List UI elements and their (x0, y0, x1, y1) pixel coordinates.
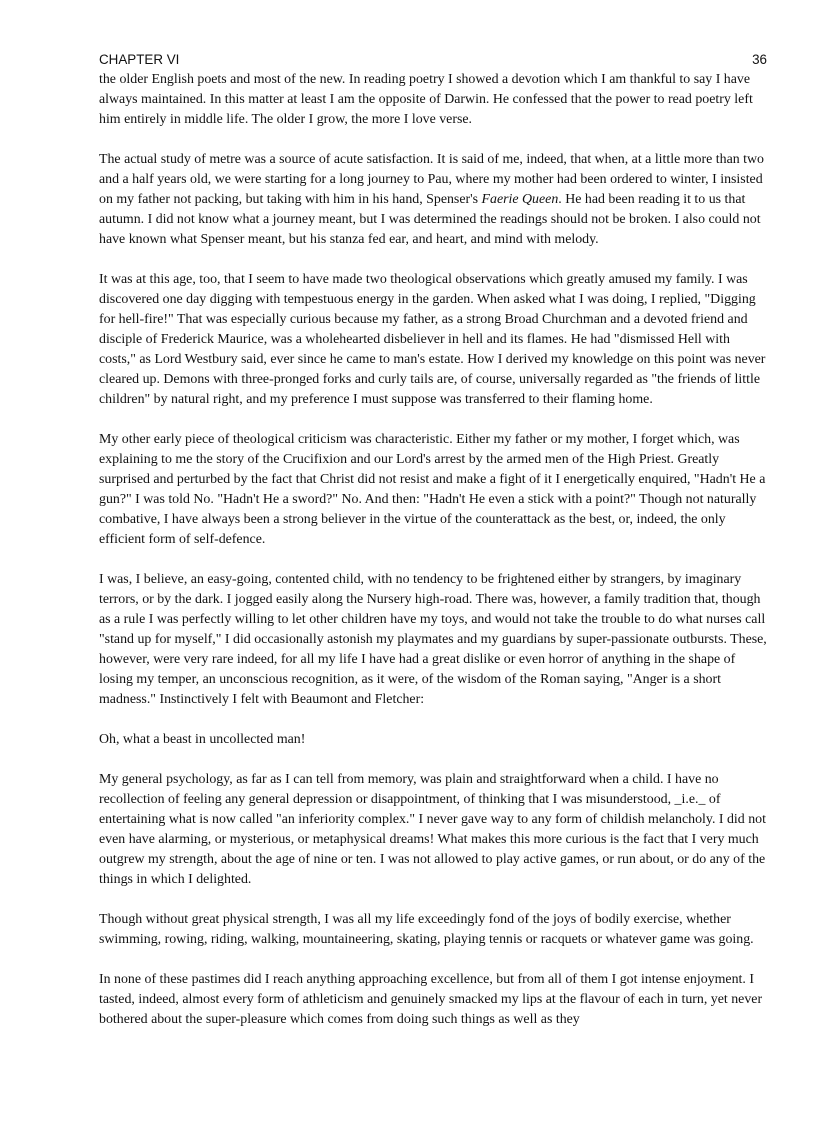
page (99, 50, 767, 1030)
chapter-title: CHAPTER VI (99, 52, 180, 67)
page-header (99, 50, 767, 70)
paragraph: the older English poets and most of the new. In reading poetry I showed a devotion which I am thankful to say I have always maintained. In this matter at least I am the opposite of Darwin. He confessed that the power to read poetry left him entirely in middle life. The older I grow, the more I love verse. (99, 72, 753, 127)
paragraph: My general psychology, as far as I can tell from memory, was plain and straightforward when a child. I have no recollection of feeling any general depression or disappointment, of thinking that I was misunderstood, _i.e._ of entertaining what is now called "an inferiority complex." I never gave way to any form of childish melancholy. I did not even have alarming, or mysterious, or metaphysical dreams! What makes this more curious is the fact that I very much outgrew my strength, about the age of nine or ten. I was not allowed to play active games, or run about, or do any of the things in which I delighted. (99, 772, 766, 887)
page-number: 36 (752, 52, 767, 67)
paragraph: Though without great physical strength, I was all my life exceedingly fond of the joys of bodily exercise, whether swimming, rowing, riding, walking, mountaineering, skating, playing tennis or racquets or whatever game was going. (99, 912, 754, 947)
paragraph: In none of these pastimes did I reach anything approaching excellence, but from all of them I got intense enjoyment. I tasted, indeed, almost every form of athleticism and genuinely smacked my lips at the flavour of each in turn, yet never bothered about the super-pleasure which comes from doing such things as well as they (99, 972, 763, 1027)
paragraph-text: . He had been reading it to us that autumn. I did not know what a journey meant, but I was determined the readings should not be broken. I also could not have known what Spenser meant, but his stanza fed ear, and heart, and mind with melody. (99, 192, 761, 247)
book-title: Faerie Queen (481, 192, 559, 207)
paragraph: I was, I believe, an easy-going, contented child, with no tendency to be frightened either by strangers, by imaginary terrors, or by the dark. I jogged easily along the Nursery high-road. There was, however, a family tradition that, though as a rule I was perfectly willing to let other children have my toys, and would not take the trouble to do what nurses call "stand up for myself," I did occasionally astonish my playmates and my guardians by super-passionate outbursts. These, however, were very rare indeed, for all my life I have had a great dislike or even horror of anything in the shape of losing my temper, an unconscious recognition, as it were, of the wisdom of the Roman saying, "Anger is a short madness." Instinctively I felt with Beaumont and Fletcher: (99, 572, 767, 707)
paragraph: It was at this age, too, that I seem to have made two theological observations which greatly amused my family. I was discovered one day digging with tempestuous energy in the garden. When asked what I was doing, I replied, "Digging for hell-fire!" That was especially curious because my father, as a strong Broad Churchman and a devoted friend and disciple of Frederick Maurice, was a wholehearted disbeliever in hell and its flames. He had "dismissed Hell with costs," as Lord Westbury said, ever since he came to man's estate. How I derived my knowledge on this point was never cleared up. Demons with three-pronged forks and curly tails are, of course, universally regarded as "the friends of little children" by natural right, and my preference I must suppose was transferred to their flaming home. (99, 272, 766, 407)
paragraph (99, 150, 767, 250)
paragraph-text: The actual study of metre was a source of acute satisfaction. It is said of me, indeed, that when, at a little more than two and a half years old, we were starting for a long journey to Pau, where my mother had been ordered to winter, I insisted on my father not packing, but taking with him in his hand, Spenser's (99, 152, 764, 207)
paragraph: My other early piece of theological criticism was characteristic. Either my father or my mother, I forget which, was explaining to me the story of the Crucifixion and our Lord's arrest by the armed men of the High Priest. Greatly surprised and perturbed by the fact that Christ did not resist and make a fight of it I energetically enquired, "Hadn't He a gun?" I was told No. "Hadn't He a sword?" No. And then: "Hadn't He even a stick with a point?" Though not naturally combative, I have always been a strong believer in the virtue of the counterattack as the best, or, indeed, the only efficient form of self-defence. (99, 432, 766, 547)
quotation-line: Oh, what a beast in uncollected man! (99, 732, 306, 747)
body-text (99, 70, 767, 1030)
